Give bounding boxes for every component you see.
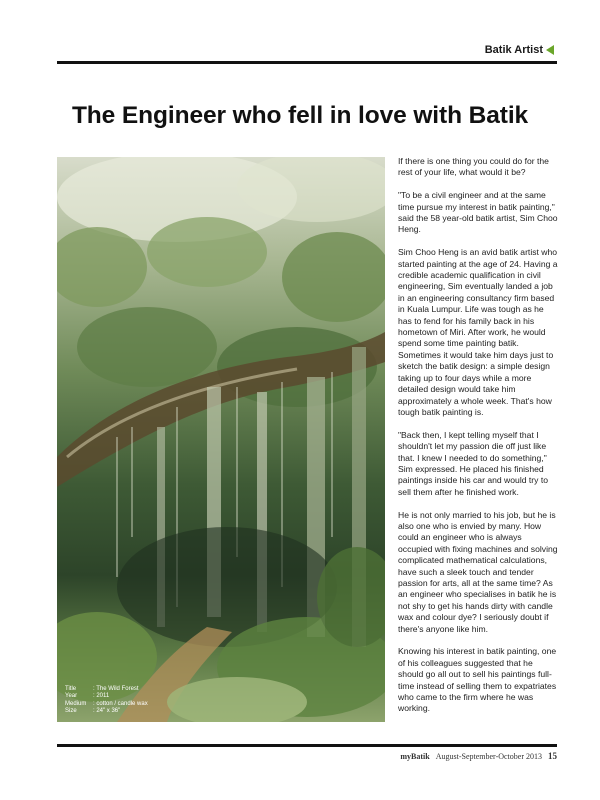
caption-value: : 24" x 36": [93, 708, 121, 715]
triangle-marker-icon: [546, 45, 554, 55]
bottom-rule: [57, 744, 557, 747]
paragraph: Sim Choo Heng is an avid batik artist who started painting at the age of 24. Having a credible academic qualification in civil engineering, Sim eventually landed a job in an engineering consultancy firm based in Kuala Lumpur. Life was tough as he has to fend for his family back in his hometown of Miri. After work, he would spend some time painting batik. Sometimes it would take him days just to sketch the batik design: a simple design taking up to four days while a more detailed design would take him approximately a whole week. That's how tough batik painting is.: [398, 247, 558, 417]
paragraph: He is not only married to his job, but he is also one who is envied by many. How could an engineer who is always occupied with fixing machines and solving complicated mathematical calculations, have such a sleek touch and tender passion for arts, all at the same time? As an engineer who specialises in batik he is not shy to get his hands dirty with candle wax and colour dye? I seriously doubt if there's anyone like him.: [398, 509, 558, 634]
caption-value: : The Wild Forest: [93, 685, 139, 692]
issue-date: August-September-October 2013: [435, 752, 542, 761]
section-label-text: Batik Artist: [484, 44, 543, 56]
painting-caption: [65, 686, 148, 716]
caption-value: : 2011: [93, 693, 110, 700]
paragraph: "Back then, I kept telling myself that I shouldn't let my passion die off just like that. I knew I needed to do something," Sim expressed. He placed his finished paintings inside his car and would try to sell them after he finished work.: [398, 429, 548, 497]
caption-key: Year: [65, 693, 78, 700]
caption-row: [65, 701, 148, 709]
section-label: [485, 44, 554, 56]
caption-value: : cotton / candle wax: [93, 700, 148, 707]
caption-key: Title: [65, 685, 77, 692]
page-footer: [400, 751, 557, 761]
paragraph: "To be a civil engineer and at the same time pursue my interest in batik painting," said the 58 year-old batik artist, Sim Choo Heng.: [398, 190, 558, 235]
paragraph: If there is one thing you could do for the rest of your life, what would it be?: [398, 156, 549, 178]
article-body: [398, 156, 558, 726]
paragraph: Knowing his interest in batik painting, one of his colleagues suggested that he should go all out to sell his paintings full-time instead of selling them to expatriates who came to the firm where he was working.: [398, 646, 557, 714]
magazine-brand: myBatik: [400, 752, 430, 761]
article-title: The Engineer who fell in love with Batik: [71, 102, 529, 129]
caption-row: [65, 708, 148, 716]
forest-painting-art: [57, 157, 385, 722]
caption-key: Medium: [65, 700, 87, 707]
caption-row: [65, 693, 148, 701]
caption-key: Size: [65, 708, 77, 715]
caption-row: [65, 686, 148, 694]
painting-image: [57, 157, 385, 722]
page-number: 15: [548, 751, 557, 761]
top-rule: [57, 61, 557, 64]
